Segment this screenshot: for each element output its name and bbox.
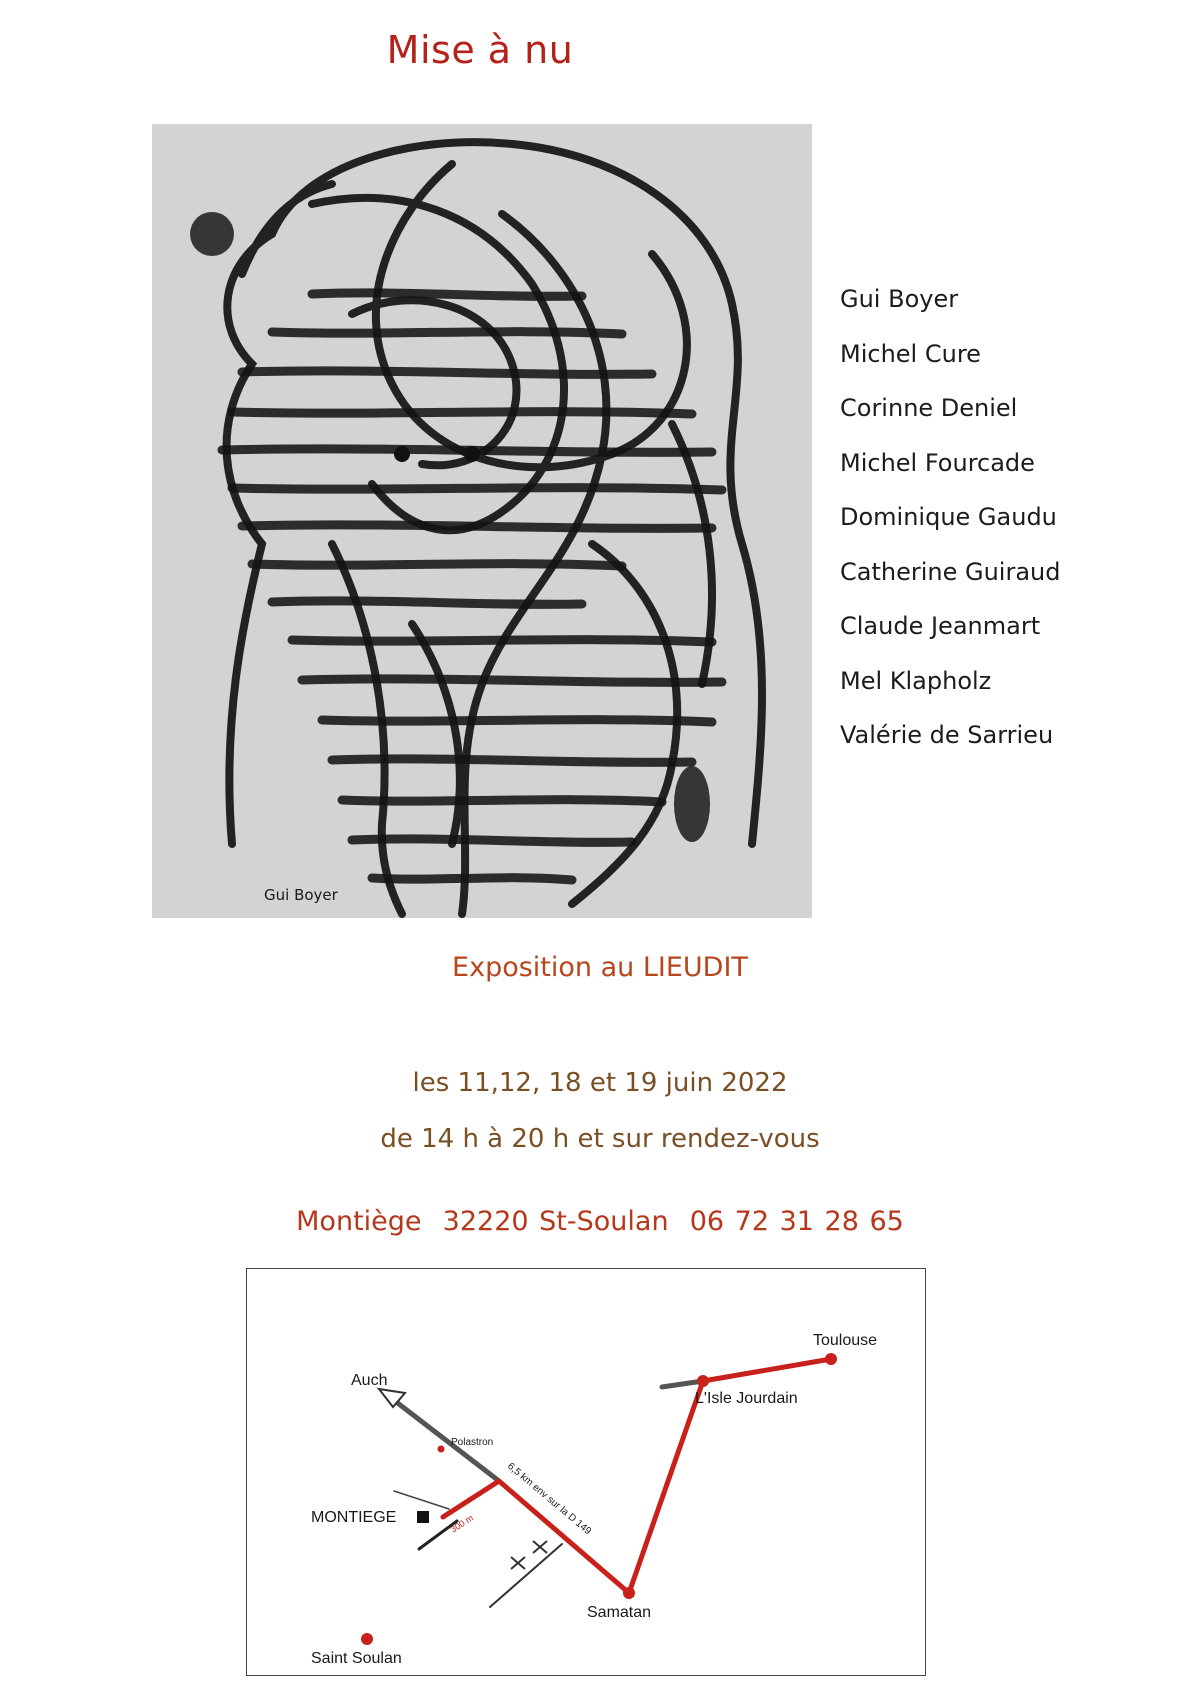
brush-stroke [242, 371, 652, 374]
venue-address: Montiège 32220 St-Soulan 06 72 31 28 65 [296, 1206, 904, 1237]
town-polastron-icon [438, 1446, 445, 1453]
label-saint-soulan: Saint Soulan [311, 1650, 402, 1667]
label-toulouse: Toulouse [813, 1332, 878, 1349]
label-isle-jourdain: L'Isle Jourdain [695, 1390, 798, 1407]
brush-stroke [272, 332, 622, 334]
artist-name: Mel Klapholz [840, 666, 992, 695]
label-montiege: MONTIEGE [311, 1509, 397, 1526]
artist-name: Dominique Gaudu [840, 503, 1057, 531]
label-distance-short: 300 m [448, 1512, 476, 1535]
label-samatan: Samatan [587, 1604, 652, 1621]
artist-name: Corinne Deniel [840, 394, 1018, 422]
map-drawing [247, 1269, 925, 1675]
road-crossing [490, 1544, 562, 1607]
town-isle-jourdain-icon [697, 1375, 709, 1387]
brush-stroke [252, 564, 622, 566]
brush-stroke [232, 488, 722, 490]
artist-name: Gui Boyer [840, 285, 959, 313]
road-isle-west [662, 1381, 703, 1387]
artwork-caption: Gui Boyer [264, 886, 338, 904]
exhibition-hours: de 14 h à 20 h et sur rendez-vous [380, 1124, 820, 1154]
brush-stroke [352, 839, 632, 842]
artist-list [840, 272, 1061, 763]
town-samatan-icon [623, 1587, 635, 1599]
montiege-marker-icon [417, 1511, 429, 1523]
label-auch: Auch [351, 1372, 388, 1389]
poster-title: Mise à nu [386, 28, 574, 72]
artist-name: Michel Fourcade [840, 448, 1035, 477]
rail-crossing-icon [511, 1541, 547, 1569]
artist-name: Catherine Guiraud [840, 557, 1061, 586]
artist-name: Claude Jeanmart [840, 612, 1041, 640]
artist-name: Valérie de Sarrieu [840, 721, 1054, 749]
road-montiege-north [394, 1491, 449, 1509]
artwork-image [152, 124, 812, 918]
town-toulouse-icon [825, 1353, 837, 1365]
exhibition-dates: les 11,12, 18 et 19 juin 2022 [412, 1068, 788, 1098]
artist-name: Michel Cure [840, 339, 981, 368]
brush-stroke [272, 601, 582, 604]
exhibition-heading: Exposition au LIEUDIT [452, 952, 748, 983]
artwork-drawing [152, 124, 812, 918]
label-distance-road: 6,5 km env sur la D 149 [505, 1460, 594, 1538]
brush-stroke [302, 679, 722, 682]
brush-stroke [372, 878, 572, 880]
brush-stroke [232, 412, 692, 414]
access-map [246, 1268, 926, 1676]
town-saint-soulan-icon [361, 1633, 373, 1645]
label-polastron: Polastron [451, 1437, 494, 1448]
brush-stroke [342, 800, 662, 802]
